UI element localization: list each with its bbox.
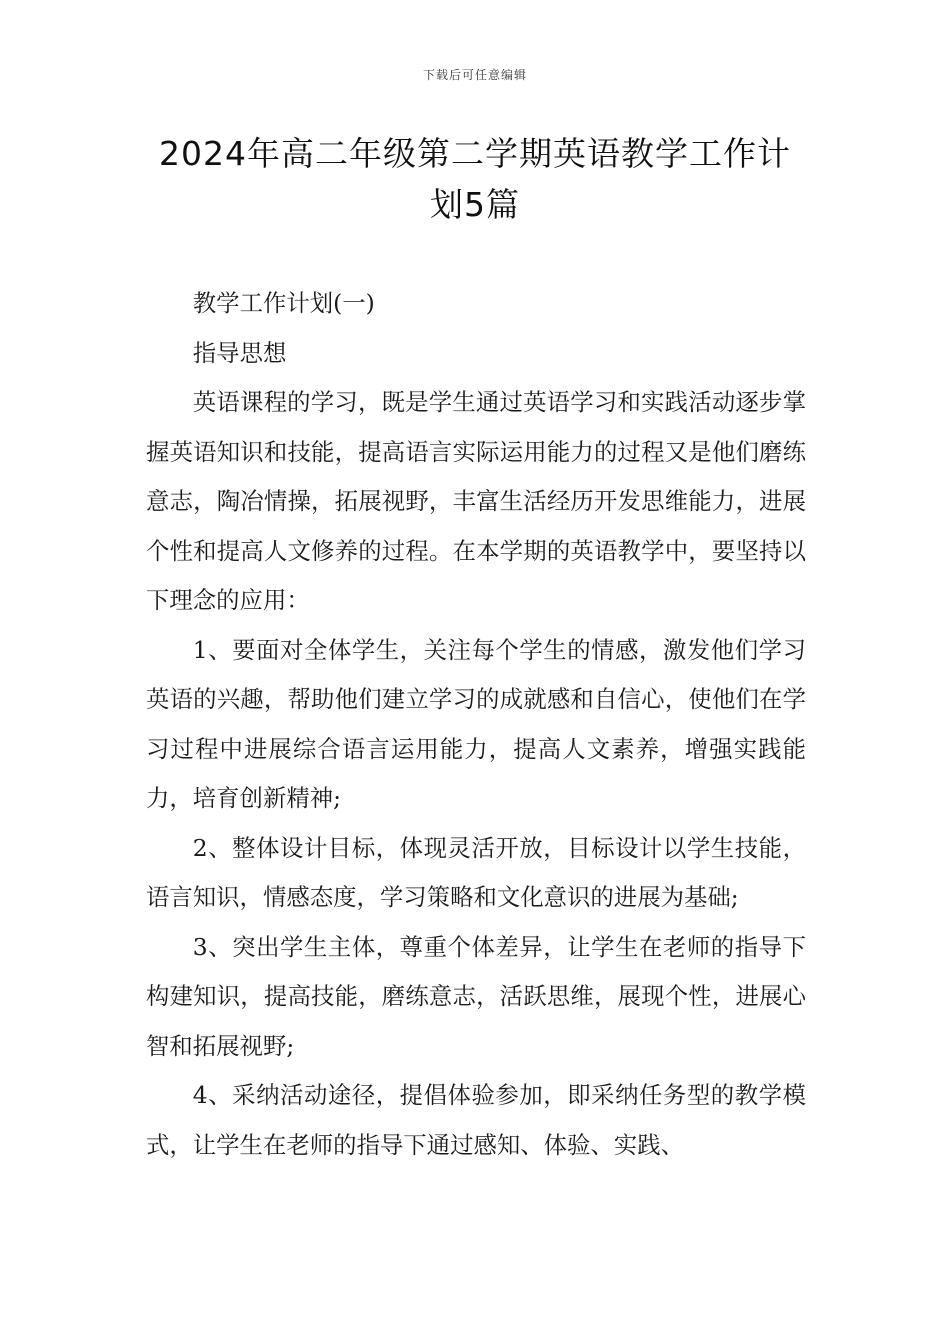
title-line-1: 2024年高二年级第二学期英语教学工作计 xyxy=(159,134,791,173)
paragraph: 4、采纳活动途径，提倡体验参加，即采纳任务型的教学模式，让学生在老师的指导下通过感知、体验、实践、 xyxy=(146,1081,806,1159)
header-note: 下载后可任意编辑 xyxy=(422,68,527,82)
subsection-heading: 指导思想 xyxy=(192,338,287,367)
document-title xyxy=(140,128,810,230)
paragraph: 1、要面对全体学生，关注每个学生的情感，激发他们学习英语的兴趣，帮助他们建立学习的成就感和自信心，使他们在学习过程中进展综合语言运用能力，提高人文素养，增强实践能力，培育创新精神; xyxy=(146,635,806,812)
title-line-2: 划5篇 xyxy=(430,185,520,224)
paragraph: 2、整体设计目标，体现灵活开放，目标设计以学生技能，语言知识，情感态度，学习策略和文化意识的进展为基础; xyxy=(146,833,806,911)
paragraph: 英语课程的学习，既是学生通过英语学习和实践活动逐步掌握英语知识和技能，提高语言实际运用能力的过程又是他们磨练意志，陶冶情操，拓展视野，丰富生活经历开发思维能力，进展个性和提高人文修养的过程。在本学期的英语教学中，要坚持以下理念的应用： xyxy=(146,388,806,614)
section-heading: 教学工作计划(一) xyxy=(192,289,375,317)
paragraph: 3、突出学生主体，尊重个体差异，让学生在老师的指导下构建知识，提高技能，磨练意志，活跃思维，展现个性，进展心智和拓展视野; xyxy=(146,932,806,1060)
document-body xyxy=(146,279,806,1170)
